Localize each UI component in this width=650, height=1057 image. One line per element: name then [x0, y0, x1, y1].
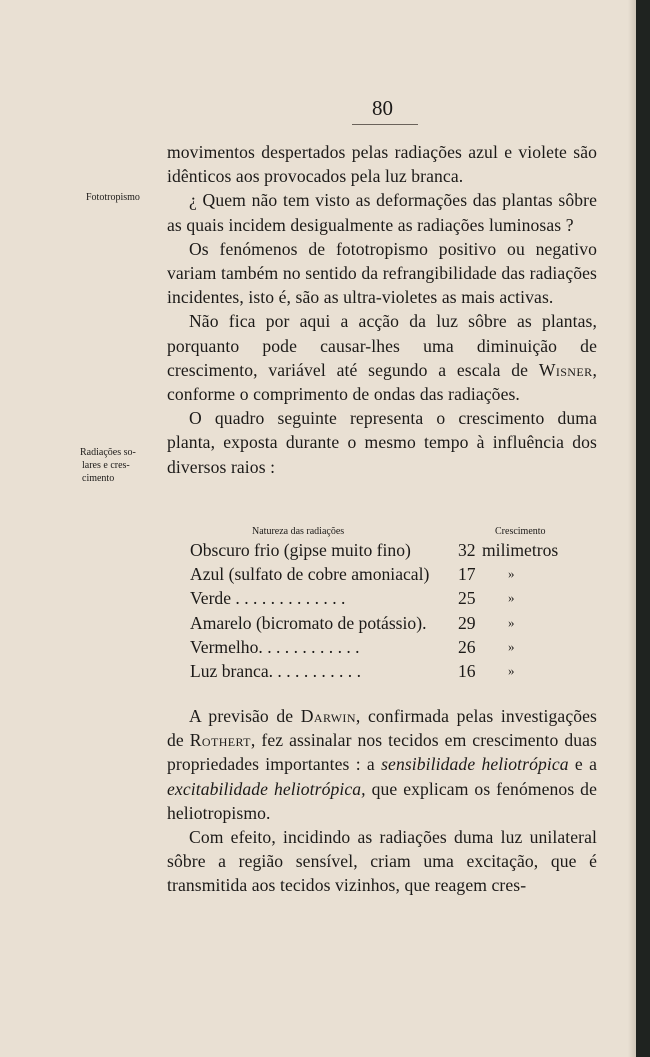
row-value: 32 [458, 540, 476, 560]
paragraph-4 [167, 309, 597, 406]
row-value: 26 [458, 636, 476, 657]
row-value: 29 [458, 612, 476, 633]
table-header-nature: Natureza das radiações [252, 526, 345, 537]
ditto-mark: » [508, 638, 515, 654]
row-label: Verde . . . . . . . . . . . . . [190, 588, 346, 609]
row-label: Azul (sulfato de cobre amoniacal) [190, 564, 430, 585]
margin-note-radiacoes [80, 446, 152, 485]
row-value: 25 [458, 588, 476, 609]
margin-note-line: lares e cres- [82, 460, 130, 471]
paragraph-2: ¿ Quem não tem visto as deformações das plantas sôbre as quais incidem desigualmente as radiações luminosas ? [167, 190, 597, 235]
margin-note-line: cimento [82, 473, 115, 484]
table-row [190, 562, 580, 586]
paragraph-4-text-b: , conforme o comprimento de ondas das radiações. [167, 359, 597, 405]
table-header-growth: Crescimento [495, 526, 546, 537]
margin-note-fototropismo: Fototropismo [86, 192, 140, 203]
table-row [190, 659, 580, 683]
ditto-mark: » [508, 590, 515, 606]
row-label: Vermelho. . . . . . . . . . . . [190, 636, 360, 657]
author-rothert: Rothert [189, 730, 251, 751]
p6-text-a: A previsão de [189, 706, 301, 726]
table-row [190, 586, 580, 610]
p6-text-b: , confirmada pelas investigações de [167, 706, 597, 751]
term-excitabilidade: excitabilidade heliotrópica, [167, 778, 366, 799]
paragraph-1: movimentos despertados pelas radiações azul e violete são idênticos aos provocados pela luz branca. [167, 142, 597, 187]
page-edge-shadow [628, 0, 636, 1057]
p6-text-e: que explicam os fenómenos de heliotropismo. [167, 778, 597, 823]
body-text [167, 140, 597, 479]
paragraph-4-text-a: Não fica por aqui a acção da luz sôbre as plantas, porquanto pode causar-lhes uma diminuição de crescimento, variável até segundo a escala de [167, 311, 597, 380]
paragraph-3: Os fenómenos de fototropismo positivo ou negativo variam também no sentido da refrangibilidade das radiações incidentes, isto é, são as ultra-violetes as mais activas. [167, 238, 597, 308]
term-sensibilidade: sensibilidade heliotrópica [381, 754, 569, 775]
margin-note-line: Radiações so- [80, 447, 136, 458]
author-wisner: Wisner [538, 359, 593, 380]
ditto-mark: » [508, 614, 515, 630]
table-row [190, 538, 580, 562]
row-label: Luz branca. . . . . . . . . . . [190, 660, 361, 681]
p6-text-d: e a [568, 754, 597, 775]
row-label: Amarelo (bicromato de potássio). [190, 612, 427, 633]
row-label: Obscuro frio (gipse muito fino) [190, 540, 411, 560]
paragraph-7: Com efeito, incidindo as radiações duma luz unilateral sôbre a região sensível, criam uma excitação, que é transmitida aos tecidos vizinhos, que reagem cres- [167, 827, 597, 896]
table-row [190, 635, 580, 659]
page-number: 80 [372, 96, 393, 120]
body-text-lower [167, 704, 597, 898]
p6-text-c: , fez assinalar nos tecidos em crescimento duas propriedades importantes : a [167, 730, 597, 775]
paragraph-5: O quadro seguinte representa o crescimento duma planta, exposta durante o mesmo tempo à influência dos diversos raios : [167, 408, 597, 477]
paragraph-6 [167, 704, 597, 825]
radiation-growth-table [190, 538, 580, 683]
ditto-mark: » [508, 662, 515, 678]
row-value: 17 [458, 564, 476, 585]
page-number-rule [352, 124, 418, 125]
row-value: 16 [458, 660, 476, 681]
table-row [190, 611, 580, 635]
row-unit: milimetros [482, 540, 559, 560]
author-darwin: Darwin [300, 706, 356, 726]
ditto-mark: » [508, 566, 515, 582]
